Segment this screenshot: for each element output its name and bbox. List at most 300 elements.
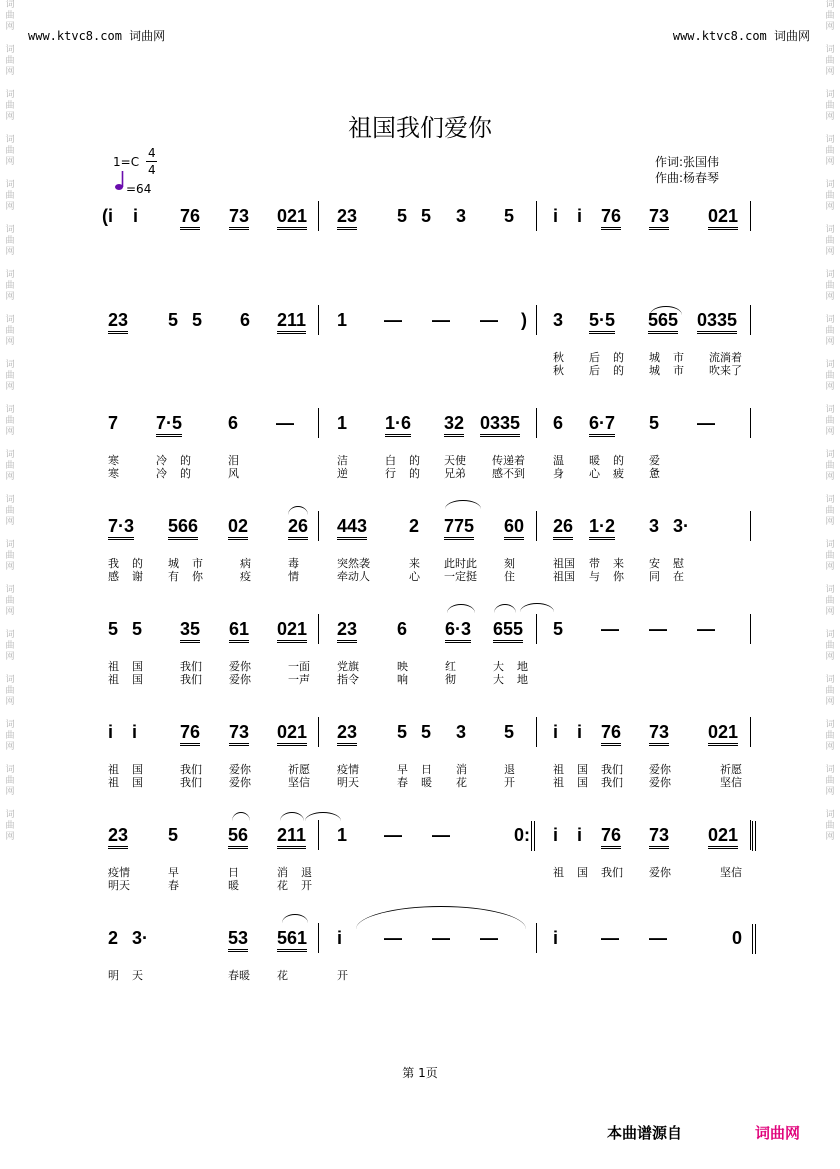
watermark-char: 网 xyxy=(5,247,15,257)
lyric-second-verse: 祖国 xyxy=(553,570,575,583)
slur xyxy=(232,812,250,821)
barline xyxy=(318,408,319,438)
lyric: 病 xyxy=(240,557,251,570)
watermark-char: 曲 xyxy=(5,371,15,381)
watermark-char: 网 xyxy=(825,112,835,122)
barline xyxy=(536,511,537,541)
lyric-second-verse: 感不到 xyxy=(492,467,525,480)
watermark-char: 曲 xyxy=(825,641,835,651)
lyric: 市 xyxy=(673,351,684,364)
tempo: =64 xyxy=(126,182,152,196)
note: 6 xyxy=(553,413,564,433)
watermark-char: 曲 xyxy=(5,506,15,516)
watermark-char: 曲 xyxy=(5,146,15,156)
lyric-second-verse: 有 xyxy=(168,570,179,583)
note: 566 xyxy=(168,515,198,540)
lyric: 带 xyxy=(589,557,600,570)
watermark-gap xyxy=(2,843,18,855)
note: 32 xyxy=(444,412,464,437)
barline xyxy=(750,408,751,438)
lyric: 的 xyxy=(613,454,624,467)
lyric-second-verse: 心 xyxy=(589,467,600,480)
lyric: 的 xyxy=(613,351,624,364)
note: 76 xyxy=(180,205,200,230)
slur xyxy=(520,603,554,612)
lyric-second-verse: 国 xyxy=(132,673,143,686)
lyric: 退 xyxy=(301,866,312,879)
barline xyxy=(318,820,319,850)
lyric: 传递着 xyxy=(492,454,525,467)
note: 1 xyxy=(337,310,348,330)
watermark-char: 网 xyxy=(825,67,835,77)
lyric: 国 xyxy=(132,660,143,673)
note: 211 xyxy=(277,824,306,849)
watermark-char: 曲 xyxy=(5,101,15,111)
watermark-char: 曲 xyxy=(825,461,835,471)
watermark-char: 曲 xyxy=(5,56,15,66)
watermark-gap xyxy=(822,213,838,225)
note: — xyxy=(384,825,402,845)
lyric: 日 xyxy=(228,866,239,879)
watermark-char: 曲 xyxy=(5,731,15,741)
note: 021 xyxy=(277,205,307,230)
watermark-char: 网 xyxy=(825,247,835,257)
lyric: 祈愿 xyxy=(720,763,742,776)
note: 35 xyxy=(180,618,200,643)
time-signature-numerator: 4 xyxy=(148,146,156,160)
note: 3 xyxy=(456,722,467,742)
note: — xyxy=(649,928,667,948)
watermark-char: 网 xyxy=(825,22,835,32)
lyric: 疫情 xyxy=(337,763,359,776)
watermark-char: 网 xyxy=(825,202,835,212)
note: — xyxy=(276,413,294,433)
barline xyxy=(536,923,537,953)
lyric-second-verse: 暖 xyxy=(228,879,239,892)
lyric: 我 xyxy=(108,557,119,570)
lyric-second-verse: 花 xyxy=(277,879,288,892)
note: 021 xyxy=(708,205,738,230)
note: 655 xyxy=(493,618,523,643)
watermark-char: 曲 xyxy=(825,506,835,516)
header-site-right[interactable]: www.ktvc8.com 词曲网 xyxy=(672,29,810,43)
note: 565 xyxy=(648,309,678,334)
lyric-second-verse: 国 xyxy=(132,776,143,789)
lyric-second-verse: 春 xyxy=(168,879,179,892)
lyric: 一面 xyxy=(288,660,310,673)
note: ) xyxy=(521,310,527,330)
note: 56 xyxy=(228,824,248,849)
note: 23 xyxy=(337,205,357,230)
slur xyxy=(356,906,526,929)
lyric-second-verse: 响 xyxy=(397,673,408,686)
note: 7 xyxy=(108,413,119,433)
barline xyxy=(750,820,751,850)
lyric-second-verse: 同 xyxy=(649,570,660,583)
watermark-char: 曲 xyxy=(825,551,835,561)
note: 5 xyxy=(168,825,179,845)
watermark-gap xyxy=(2,573,18,585)
watermark-char: 曲 xyxy=(825,281,835,291)
note: 1 xyxy=(337,413,348,433)
lyric-second-verse: 一声 xyxy=(288,673,310,686)
note: 2 xyxy=(409,516,420,536)
note: 3 xyxy=(553,310,564,330)
lyric: 市 xyxy=(192,557,203,570)
watermark-char: 网 xyxy=(825,562,835,572)
lyric-second-verse: 大 xyxy=(493,673,504,686)
watermark-gap xyxy=(2,618,18,630)
watermark-char: 曲 xyxy=(5,236,15,246)
note: 23 xyxy=(108,824,128,849)
lyric: 祖 xyxy=(108,660,119,673)
lyric-second-verse: 情 xyxy=(288,570,299,583)
source-label: 本曲谱源自 xyxy=(607,1124,683,1142)
watermark-char: 词 xyxy=(5,45,15,55)
watermark-char: 词 xyxy=(5,360,15,370)
watermark-char: 网 xyxy=(825,742,835,752)
lyric: 慰 xyxy=(673,557,684,570)
note: 5 xyxy=(649,413,660,433)
watermark-gap xyxy=(2,663,18,675)
watermark-char: 网 xyxy=(825,652,835,662)
watermark-char: 曲 xyxy=(5,11,15,21)
note: 5 xyxy=(553,619,564,639)
watermark-gap xyxy=(2,168,18,180)
watermark-gap xyxy=(2,528,18,540)
watermark-gap xyxy=(2,438,18,450)
watermark-char: 网 xyxy=(825,787,835,797)
barline xyxy=(750,614,751,644)
lyric-second-verse: 寒 xyxy=(108,467,119,480)
watermark-char: 曲 xyxy=(825,101,835,111)
note: 1 xyxy=(337,825,348,845)
lyric-second-verse: 与 xyxy=(589,570,600,583)
note: i xyxy=(577,722,583,742)
watermark-char: 词 xyxy=(5,90,15,100)
watermark-char: 网 xyxy=(5,742,15,752)
lyric: 此时此 xyxy=(444,557,477,570)
watermark-char: 词 xyxy=(825,180,835,190)
watermark-gap xyxy=(2,798,18,810)
barline xyxy=(536,614,537,644)
note: i xyxy=(108,722,114,742)
note: 61 xyxy=(229,618,249,643)
key-signature: 1=C xyxy=(113,155,140,169)
slur xyxy=(305,812,341,821)
note: — xyxy=(480,310,498,330)
time-signature-denominator: 4 xyxy=(148,163,156,177)
double-barline xyxy=(752,821,753,851)
watermark-strip-right xyxy=(822,0,838,1169)
lyric: 祖国 xyxy=(553,557,575,570)
watermark-char: 词 xyxy=(825,45,835,55)
watermark-gap xyxy=(822,33,838,45)
watermark-char: 词 xyxy=(825,765,835,775)
note: i xyxy=(553,722,559,742)
watermark-char: 曲 xyxy=(5,281,15,291)
note: 5 xyxy=(504,206,515,226)
lyric: 花 xyxy=(277,969,288,982)
watermark-char: 曲 xyxy=(5,551,15,561)
note: i xyxy=(132,722,138,742)
note: i xyxy=(553,928,559,948)
watermark-char: 词 xyxy=(5,225,15,235)
watermark-char: 词 xyxy=(5,675,15,685)
barline xyxy=(318,614,319,644)
watermark-char: 曲 xyxy=(825,236,835,246)
watermark-gap xyxy=(822,348,838,360)
lyric-second-verse: 我们 xyxy=(601,776,623,789)
barline xyxy=(318,305,319,335)
note: 5 xyxy=(132,619,143,639)
lyric: 毒 xyxy=(288,557,299,570)
note: 5 xyxy=(168,310,179,330)
lyric: 天 xyxy=(132,969,143,982)
watermark-char: 网 xyxy=(5,157,15,167)
watermark-char: 曲 xyxy=(825,776,835,786)
watermark-char: 网 xyxy=(825,472,835,482)
lyric: 坚信 xyxy=(720,866,742,879)
watermark-char: 词 xyxy=(5,585,15,595)
watermark-char: 曲 xyxy=(825,11,835,21)
watermark-char: 词 xyxy=(825,225,835,235)
lyric: 白 xyxy=(385,454,396,467)
lyric: 祖 xyxy=(108,763,119,776)
lyric-second-verse: 坚信 xyxy=(288,776,310,789)
slur xyxy=(280,812,304,821)
watermark-char: 网 xyxy=(5,292,15,302)
watermark-gap xyxy=(2,213,18,225)
note: 7·5 xyxy=(156,412,182,437)
lyric-second-verse: 住 xyxy=(504,570,515,583)
watermark-char: 词 xyxy=(825,405,835,415)
lyric-second-verse: 我们 xyxy=(180,776,202,789)
note: i xyxy=(577,206,583,226)
lyric: 后 xyxy=(589,351,600,364)
watermark-gap xyxy=(2,753,18,765)
note: 1·6 xyxy=(385,412,411,437)
watermark-gap xyxy=(822,618,838,630)
note: 23 xyxy=(108,309,128,334)
note: 76 xyxy=(601,721,621,746)
slur xyxy=(494,604,516,613)
watermark-char: 词 xyxy=(825,450,835,460)
watermark-char: 曲 xyxy=(825,191,835,201)
note: 02 xyxy=(228,515,248,540)
note: 0335 xyxy=(697,309,737,334)
note: 73 xyxy=(649,824,669,849)
slur xyxy=(445,500,481,509)
watermark-char: 网 xyxy=(5,652,15,662)
lyric-second-verse: 一定挺 xyxy=(444,570,477,583)
lyric-second-verse: 兄弟 xyxy=(444,467,466,480)
lyric-second-verse: 身 xyxy=(553,467,564,480)
watermark-char: 词 xyxy=(5,720,15,730)
note: i xyxy=(553,825,559,845)
note: 211 xyxy=(277,309,306,334)
watermark-char: 词 xyxy=(5,765,15,775)
note: 3· xyxy=(132,928,149,948)
lyric-second-verse: 后 xyxy=(589,364,600,377)
lyric-second-verse: 秋 xyxy=(553,364,564,377)
note: 5 xyxy=(421,206,432,226)
watermark-char: 网 xyxy=(825,832,835,842)
lyric-second-verse: 市 xyxy=(673,364,684,377)
lyric-second-verse: 开 xyxy=(504,776,515,789)
watermark-char: 网 xyxy=(5,202,15,212)
watermark-char: 曲 xyxy=(825,146,835,156)
watermark-char: 曲 xyxy=(825,56,835,66)
watermark-char: 词 xyxy=(5,540,15,550)
note: 2 xyxy=(108,928,119,948)
note: 5 xyxy=(504,722,515,742)
note: 73 xyxy=(649,205,669,230)
watermark-char: 词 xyxy=(5,315,15,325)
lyric: 温 xyxy=(553,454,564,467)
watermark-char: 网 xyxy=(5,22,15,32)
watermark-char: 词 xyxy=(5,630,15,640)
lyric: 突然袭 xyxy=(337,557,370,570)
lyric: 国 xyxy=(577,866,588,879)
lyric: 大 xyxy=(493,660,504,673)
watermark-gap xyxy=(822,843,838,855)
lyric: 安 xyxy=(649,557,660,570)
note: 021 xyxy=(277,618,307,643)
watermark-gap xyxy=(2,258,18,270)
note: 53 xyxy=(228,927,248,952)
lyric-second-verse: 明天 xyxy=(108,879,130,892)
watermark-char: 词 xyxy=(5,135,15,145)
note: 3 xyxy=(456,206,467,226)
note: i xyxy=(553,206,559,226)
lyric-second-verse: 城 xyxy=(649,364,660,377)
watermark-gap xyxy=(822,798,838,810)
note: 73 xyxy=(229,205,249,230)
lyric: 来 xyxy=(409,557,420,570)
lyric: 祈愿 xyxy=(288,763,310,776)
lyric: 爱你 xyxy=(649,763,671,776)
lyric: 爱 xyxy=(649,454,660,467)
note: 6·7 xyxy=(589,412,615,437)
watermark-gap xyxy=(2,348,18,360)
watermark-char: 网 xyxy=(5,472,15,482)
slur xyxy=(650,306,682,315)
note: 0335 xyxy=(480,412,520,437)
lyric: 的 xyxy=(132,557,143,570)
lyric: 的 xyxy=(409,454,420,467)
watermark-char: 曲 xyxy=(825,596,835,606)
lyric-second-verse: 牵动人 xyxy=(337,570,370,583)
watermark-gap xyxy=(822,573,838,585)
watermark-char: 网 xyxy=(825,517,835,527)
watermark-char: 网 xyxy=(825,427,835,437)
watermark-char: 词 xyxy=(825,495,835,505)
lyric-second-verse: 行 xyxy=(385,467,396,480)
song-title: 祖国我们爱你 xyxy=(348,114,492,142)
watermark-char: 词 xyxy=(825,630,835,640)
note: 6 xyxy=(397,619,408,639)
lyric-second-verse: 感 xyxy=(108,570,119,583)
lyric-second-verse: 爱你 xyxy=(229,673,251,686)
source-brand-link[interactable]: 词曲网 xyxy=(755,1124,801,1142)
lyricist-credit: 作词:张国伟 xyxy=(655,155,720,169)
note: 6·3 xyxy=(445,618,471,643)
watermark-char: 网 xyxy=(5,607,15,617)
note: 561 xyxy=(277,927,307,952)
watermark-gap xyxy=(822,528,838,540)
watermark-char: 词 xyxy=(5,270,15,280)
lyric: 冷 xyxy=(156,454,167,467)
note: 26 xyxy=(288,515,308,540)
lyric: 暖 xyxy=(589,454,600,467)
note: 76 xyxy=(180,721,200,746)
lyric-second-verse: 彻 xyxy=(445,673,456,686)
note: 76 xyxy=(601,824,621,849)
watermark-char: 曲 xyxy=(5,191,15,201)
lyric-second-verse: 国 xyxy=(577,776,588,789)
note: — xyxy=(601,928,619,948)
lyric: 我们 xyxy=(601,866,623,879)
note: 3 xyxy=(649,516,660,536)
note: 26 xyxy=(553,515,573,540)
lyric-second-verse: 在 xyxy=(673,570,684,583)
composer-credit: 作曲:杨春琴 xyxy=(655,171,720,185)
watermark-char: 词 xyxy=(5,810,15,820)
lyric: 我们 xyxy=(601,763,623,776)
barline xyxy=(750,201,751,231)
lyric-second-verse: 心 xyxy=(409,570,420,583)
lyric: 的 xyxy=(180,454,191,467)
note: 73 xyxy=(229,721,249,746)
note: 5 xyxy=(108,619,119,639)
note: — xyxy=(432,825,450,845)
lyric-second-verse: 开 xyxy=(301,879,312,892)
lyric-second-verse: 坚信 xyxy=(720,776,742,789)
note: 775 xyxy=(444,515,474,540)
watermark-char: 词 xyxy=(825,135,835,145)
note: — xyxy=(649,619,667,639)
lyric: 地 xyxy=(517,660,528,673)
lyric-second-verse: 疫 xyxy=(240,570,251,583)
header-site-left[interactable]: www.ktvc8.com 词曲网 xyxy=(28,29,166,43)
lyric: 城 xyxy=(649,351,660,364)
lyric: 秋 xyxy=(553,351,564,364)
watermark-gap xyxy=(2,483,18,495)
lyric: 祖 xyxy=(553,866,564,879)
lyric-second-verse: 花 xyxy=(456,776,467,789)
watermark-char: 网 xyxy=(825,337,835,347)
note: 5 xyxy=(397,206,408,226)
lyric: 爱你 xyxy=(649,866,671,879)
lyric: 退 xyxy=(504,763,515,776)
watermark-char: 网 xyxy=(825,607,835,617)
watermark-gap xyxy=(822,78,838,90)
watermark-gap xyxy=(822,168,838,180)
barline xyxy=(536,408,537,438)
lyric: 国 xyxy=(577,763,588,776)
lyric-second-verse: 冷 xyxy=(156,467,167,480)
watermark-char: 网 xyxy=(5,562,15,572)
lyric-second-verse: 的 xyxy=(409,467,420,480)
watermark-char: 曲 xyxy=(825,821,835,831)
watermark-gap xyxy=(822,303,838,315)
note: — xyxy=(384,928,402,948)
barline xyxy=(318,511,319,541)
watermark-char: 网 xyxy=(5,337,15,347)
double-barline xyxy=(531,821,532,851)
watermark-char: 曲 xyxy=(5,596,15,606)
